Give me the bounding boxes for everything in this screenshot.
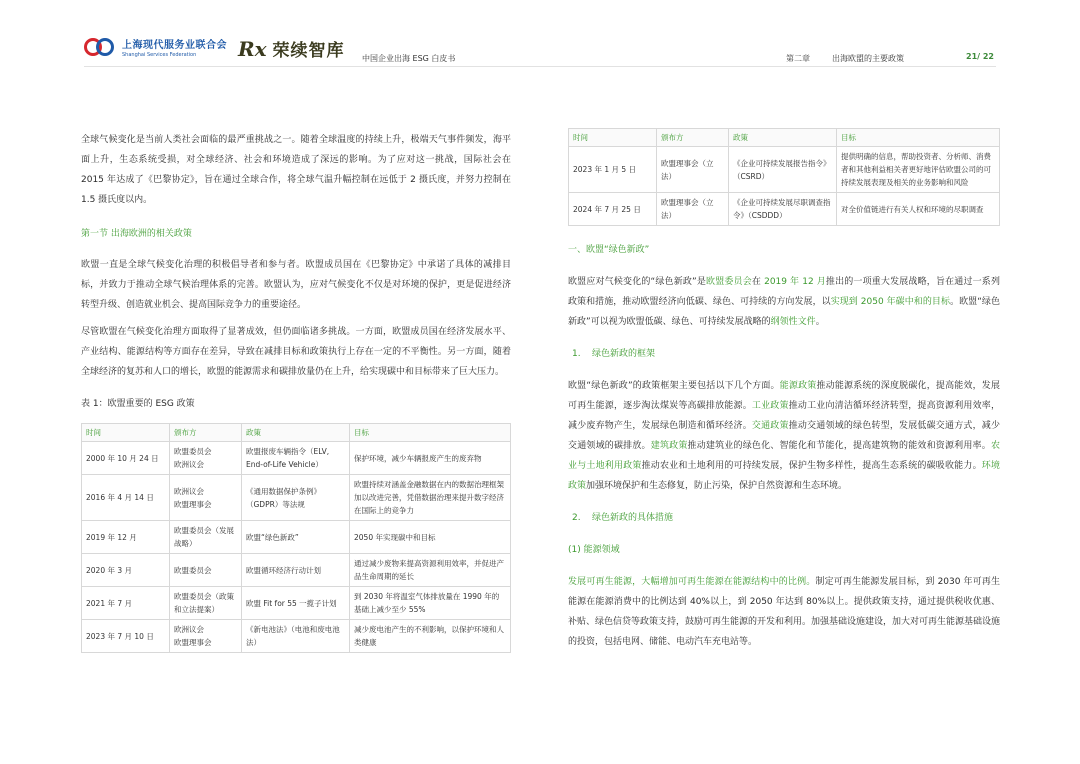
table-cell: 2023 年 7 月 10 日 — [82, 620, 170, 653]
text-run: 。 — [815, 317, 825, 327]
text-run: 。欧盟“绿色新政”可以视为欧盟低碳、绿色、可持续发展战略的 — [568, 297, 1000, 327]
text-run: 制定可再生能源发展目标，到 2030 年可再生能源在能源消费中的比例达到 40%以上，到 2050 年达到 80%以上。提供政策支持，通过提供税收优惠、补贴、绿色信贷等政策支持，鼓励可再生能源的开发和利用。加强基础设施建设，加大对可再生能源基础设施的投资，包括电网、储能、电动汽车充电站等。 — [568, 577, 1001, 647]
table-cell: 2024 年 7 月 25 日 — [569, 193, 657, 226]
document-title: 中国企业出海 ESG 白皮书 — [362, 54, 456, 63]
rx-logo — [238, 36, 345, 61]
text-run: 欧盟“绿色新政”的政策框架主要包括以下几个方面。 — [568, 381, 780, 391]
framework-paragraph — [568, 376, 1000, 496]
right-column — [568, 128, 1000, 652]
table-cell: 欧盟委员会（政策和立法提案） — [170, 587, 242, 620]
org-name-en: Shanghai Services Federation — [122, 52, 197, 58]
table-header-row — [569, 129, 1000, 147]
column-header: 目标 — [350, 424, 511, 442]
highlight-text: 交通政策 — [751, 421, 789, 431]
heading-number: 2. — [572, 513, 581, 523]
table-row — [569, 147, 1000, 193]
table-cell: 2000 年 10 月 24 日 — [82, 442, 170, 475]
table-cell: 2020 年 3 月 — [82, 554, 170, 587]
framework-heading — [568, 344, 1000, 364]
highlight-text: 纲领性文件 — [770, 317, 816, 327]
column-header: 目标 — [837, 129, 1000, 147]
highlight-text: 欧盟委员会 — [706, 277, 752, 287]
table-row — [82, 442, 511, 475]
paragraph: 尽管欧盟在气候变化治理方面取得了显著成效，但仍面临诸多挑战。一方面，欧盟成员国在经济发展水平、产业结构、能源结构等方面存在差异，导致在减排目标和政策执行上存在一定的不平衡性。另一方面，随着全球经济的复苏和人口的增长，欧盟的能源需求和碳排放量仍在上升，给实现碳中和目标带来了巨大压力。 — [81, 327, 511, 377]
table-cell: 欧洲议会 欧盟理事会 — [170, 620, 242, 653]
text-run: 推出的一项重大发展战略，旨在通过一系列政策和措施，推动欧盟经济向低碳、绿色、可持续的方向发展，以 — [568, 277, 1000, 307]
column-header: 时间 — [82, 424, 170, 442]
text-run: 推动工业向清洁循环经济转型，提高资源利用效率，减少废弃物产生，发展绿色制造和循环经济。 — [568, 401, 1000, 431]
table-cell: 对全价值链进行有关人权和环境的尽职调查 — [837, 193, 1000, 226]
table-cell: 2021 年 7 月 — [82, 587, 170, 620]
table-cell: 2023 年 1 月 5 日 — [569, 147, 657, 193]
header-divider — [84, 66, 996, 67]
highlight-text: 建筑政策 — [650, 441, 688, 451]
measures-heading — [568, 508, 1000, 528]
column-header: 颁布方 — [170, 424, 242, 442]
table-cell: 减少废电池产生的不利影响，以保护环境和人类健康 — [350, 620, 511, 653]
paragraph: 欧盟一直是全球气候变化治理的积极倡导者和参与者。欧盟成员国在《巴黎协定》中承诺了具体的减排目标，并致力于推动全球气候治理体系的完善。欧盟认为，应对气候变化不仅是对环境的保护，更是促进经济转型升级、创造就业机会、提高国际竞争力的重要途径。 — [81, 260, 511, 310]
table-row — [82, 620, 511, 653]
ssf-logo-icon — [84, 36, 118, 58]
table-cell: 欧洲议会 欧盟理事会 — [170, 475, 242, 521]
table-cell: 欧盟“绿色新政” — [242, 521, 350, 554]
column-header: 颁布方 — [657, 129, 729, 147]
table-cell: 欧盟委员会 — [170, 554, 242, 587]
table-cell: 《企业可持续发展报告指令》（CSRD） — [729, 147, 837, 193]
section-title: 第一节 出海欧洲的相关政策 — [81, 229, 192, 239]
highlight-text: 工业政策 — [751, 401, 789, 411]
text-run: 欧盟应对气候变化的“绿色新政”是 — [568, 277, 707, 287]
brand-name: 荣续智库 — [272, 41, 345, 61]
heading-number: 1. — [572, 349, 581, 359]
rx-logo-icon: Rx — [238, 36, 267, 61]
energy-paragraph — [568, 572, 1000, 652]
intro-paragraph: 全球气候变化是当前人类社会面临的最严重挑战之一。随着全球温度的持续上升，极端天气事件频发，海平面上升，生态系统受损，对全球经济、社会和环境造成了深远的影响。为了应对这一挑战，国际社会在 2015 年达成了《巴黎协定》，旨在通过全球合作，将全球气温升幅控制在远低于 2 摄氏度，并努力控制在 1.5 摄氏度以内。 — [81, 135, 511, 205]
table-row — [82, 554, 511, 587]
table-cell: 保护环境，减少车辆报废产生的废弃物 — [350, 442, 511, 475]
table-cell: 欧盟报废车辆指令（ELV, End-of-Life Vehicle） — [242, 442, 350, 475]
table-row — [569, 193, 1000, 226]
table-cell: 欧盟持续对涵盖金融数据在内的数据治理框架加以改进完善，凭借数据治理来提升数字经济在国际上的竞争力 — [350, 475, 511, 521]
highlight-text: 环境政策 — [568, 461, 1000, 491]
table-cell: 《新电池法》（电池和废电池法） — [242, 620, 350, 653]
table-cell: 提供明确的信息，帮助投资者、分析师、消费者和其他利益相关者更好地评估欧盟公司的可持续发展表现及相关的业务影响和风险 — [837, 147, 1000, 193]
text-run: 推动农业和土地利用的可持续发展，保护生物多样性，提高生态系统的碳吸收能力。 — [641, 461, 982, 471]
highlight-text: 2019 年 12 月 — [764, 277, 826, 287]
left-column — [81, 130, 511, 653]
table-cell: 《通用数据保护条例》（GDPR）等法规 — [242, 475, 350, 521]
column-header: 政策 — [729, 129, 837, 147]
chapter-label: 第二章 — [786, 54, 810, 63]
table-cell: 欧盟循环经济行动计划 — [242, 554, 350, 587]
text-run: 推动交通领域的绿色转型，发展低碳交通方式，减少交通领域的碳排放。 — [568, 421, 1000, 451]
table-cell: 2019 年 12 月 — [82, 521, 170, 554]
text-run: 加强环境保护和生态修复，防止污染，保护自然资源和生态环境。 — [586, 481, 848, 491]
page-header — [0, 0, 1080, 72]
heading-text: 绿色新政的框架 — [592, 349, 656, 359]
column-header: 政策 — [242, 424, 350, 442]
subsection-title: 一、欧盟“绿色新政” — [568, 245, 650, 255]
table-row — [82, 475, 511, 521]
highlight-text: 农业与土地利用政策 — [568, 441, 1000, 471]
energy-heading: (1) 能源领域 — [568, 545, 620, 555]
highlight-text: 能源政策 — [779, 381, 817, 391]
table-cell: 欧盟委员会 欧洲议会 — [170, 442, 242, 475]
section-label: 出海欧盟的主要政策 — [832, 54, 904, 63]
table-header-row — [82, 424, 511, 442]
org-name-cn: 上海现代服务业联合会 — [122, 40, 227, 51]
text-run: 在 — [751, 277, 765, 287]
esg-policy-table — [81, 423, 511, 653]
esg-policy-table-continued — [568, 128, 1000, 226]
table-cell: 2050 年实现碳中和目标 — [350, 521, 511, 554]
table-cell: 《企业可持续发展尽职调查指令》（CSDDD） — [729, 193, 837, 226]
page-number: 21/ 22 — [966, 52, 994, 61]
ssf-logo — [84, 36, 227, 58]
table-cell: 通过减少废物来提高资源利用效率，并促进产品生命周期的延长 — [350, 554, 511, 587]
table-cell: 欧盟 Fit for 55 一揽子计划 — [242, 587, 350, 620]
heading-text: 绿色新政的具体措施 — [592, 513, 674, 523]
table-caption: 表 1：欧盟重要的 ESG 政策 — [81, 399, 195, 409]
text-run: 推动建筑业的绿色化、智能化和节能化，提高建筑物的能效和资源利用率。 — [687, 441, 991, 451]
table-cell: 欧盟理事会（立法） — [657, 193, 729, 226]
green-deal-paragraph — [568, 272, 1000, 332]
table-row — [82, 587, 511, 620]
table-row — [82, 521, 511, 554]
highlight-text: 发展可再生能源，大幅增加可再生能源在能源结构中的比例。 — [568, 577, 816, 587]
table-cell: 欧盟委员会（发展战略） — [170, 521, 242, 554]
table-cell: 2016 年 4 月 14 日 — [82, 475, 170, 521]
highlight-text: 实现到 2050 年碳中和的目标 — [830, 297, 951, 307]
table-cell: 欧盟理事会（立法） — [657, 147, 729, 193]
column-header: 时间 — [569, 129, 657, 147]
table-cell: 到 2030 年将温室气体排放量在 1990 年的基础上减少至少 55% — [350, 587, 511, 620]
text-run: 推动能源系统的深度脱碳化，提高能效，发展可再生能源，逐步淘汰煤炭等高碳排放能源。 — [568, 381, 1000, 411]
